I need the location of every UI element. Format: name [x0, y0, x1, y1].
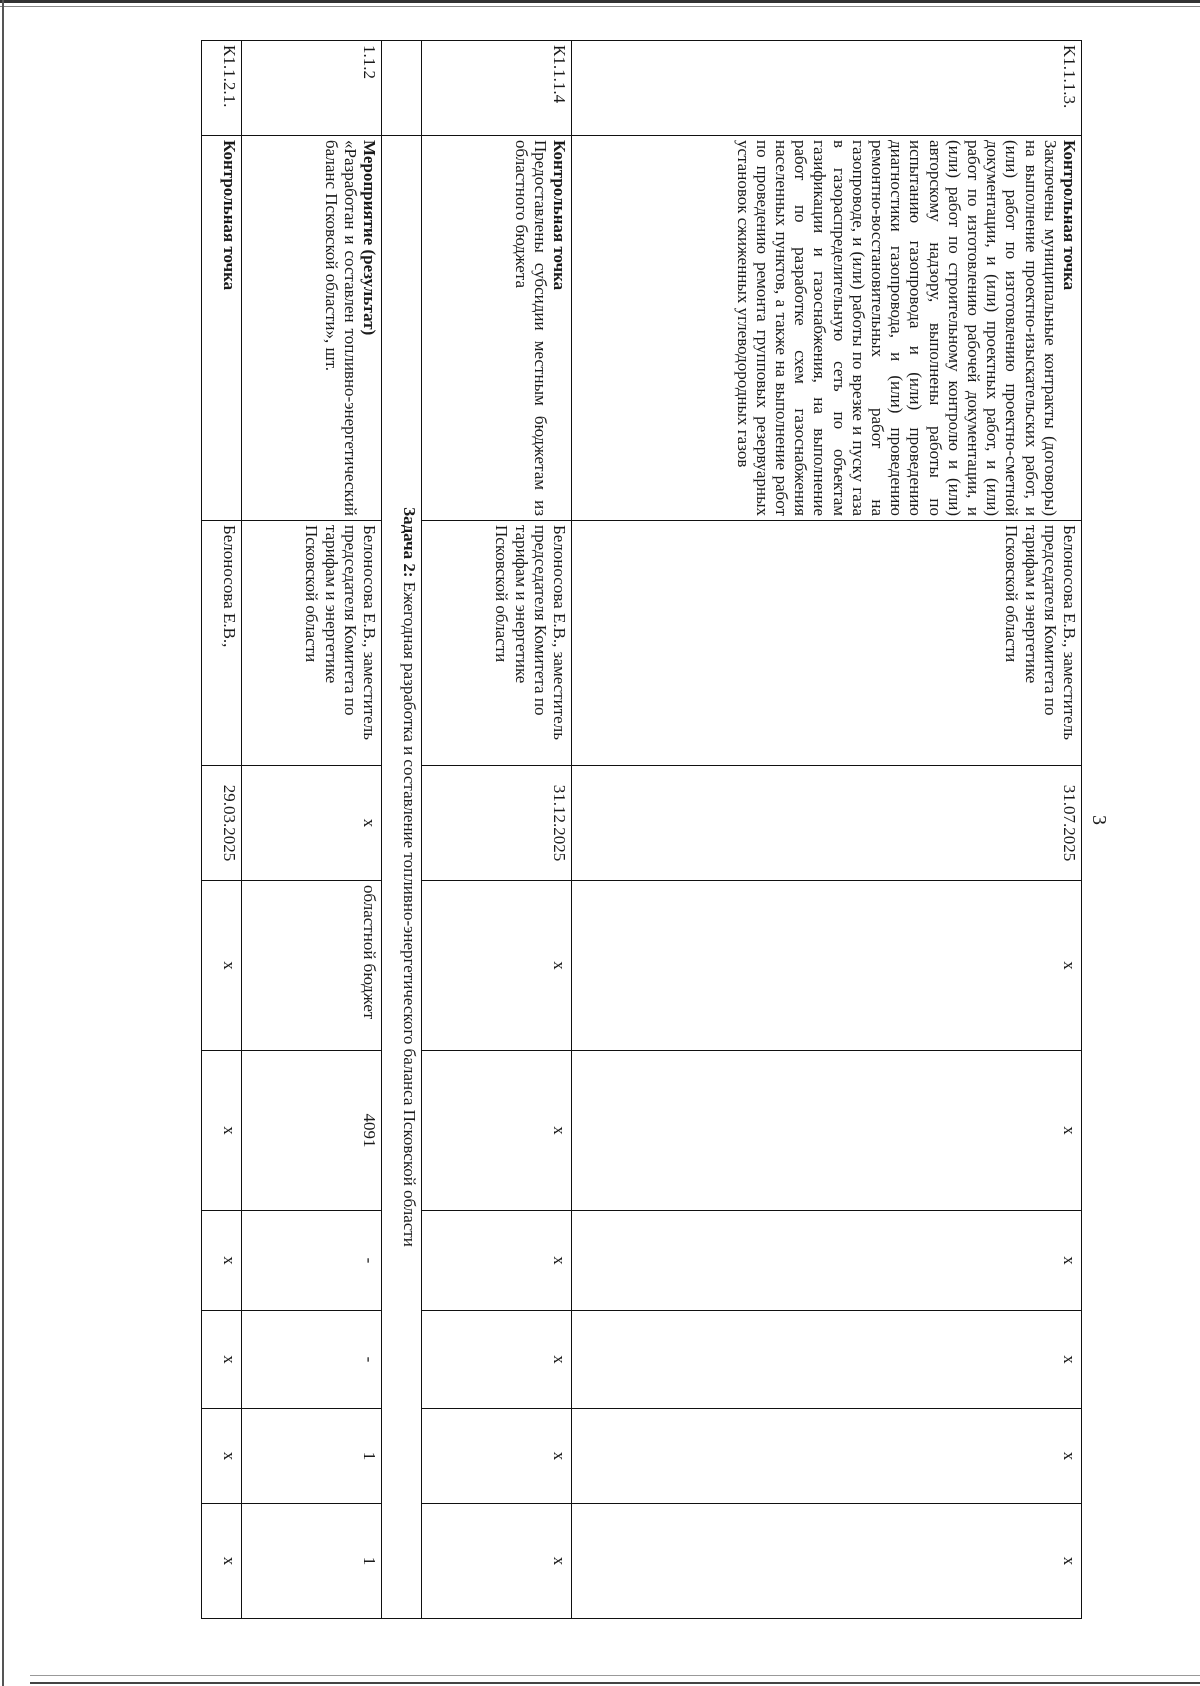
row-text: Заключены муниципальные контракты (договоры) на выполнение проектно-изыскательских работ, и (или) работ по изготовлению проектно-сметной документации, и (или) проектных работ, и (или) работ по изготовлению рабочей документации, и (или) работ по строительному контролю и (или) авторскому надзору, выполнены работы по испытанию газопровода и (или) проведению диагностики газопровода, и (или) проведению ремонтно-восстановительных работ на газопроводе, и (или) работы по врезке и пуску газа в газораспределительную сеть по объектам газификации и газоснабжения, на выполнение работ по разработке схем газоснабжения населенных пунктов, а также на выполнение работ по проведению ремонта групповых резервуарных установок сжиженных углеводородных газов	[733, 140, 1060, 516]
page-number: 3	[1088, 815, 1110, 825]
scan-edge-left	[2, 0, 4, 1686]
row-value-3: x	[422, 1311, 572, 1409]
row-responsible: Белоносова Е.В., заместитель председателя Комитета по тарифам и энергетике Псковской области	[242, 521, 382, 766]
row-description	[572, 136, 1082, 521]
task-cell	[382, 136, 422, 1619]
row-responsible: Белоносова Е.В.,	[202, 521, 242, 766]
row-description	[422, 136, 572, 521]
scan-edge-bottom	[30, 1682, 1200, 1684]
row-value-2: x	[422, 1211, 572, 1311]
row-value-2: x	[202, 1211, 242, 1311]
row-value-5: x	[572, 1504, 1082, 1619]
scan-edge-top	[0, 0, 1200, 3]
row-value-4: x	[422, 1409, 572, 1504]
row-value-4: x	[202, 1409, 242, 1504]
row-id: К1.1.1.4	[422, 41, 572, 136]
row-date: 31.12.2025	[422, 766, 572, 881]
table-row	[422, 41, 572, 1619]
row-value-1: x	[572, 1051, 1082, 1211]
row-responsible: Белоносова Е.В., заместитель председателя Комитета по тарифам и энергетике Псковской области	[422, 521, 572, 766]
scan-edge-top-inner	[0, 6, 1200, 7]
row-value-2: -	[242, 1211, 382, 1311]
row-date: 29.03.2025	[202, 766, 242, 881]
task-text: Ежегодная разработка и составление топливно-энергетического баланса Псковской области	[400, 577, 419, 1247]
rotated-page	[102, 40, 1082, 1618]
row-date: 31.07.2025	[572, 766, 1082, 881]
row-id: 1.1.2	[242, 41, 382, 136]
row-source: областной бюджет	[242, 881, 382, 1051]
row-value-3: -	[242, 1311, 382, 1409]
row-source: x	[572, 881, 1082, 1051]
row-heading: Контрольная точка	[550, 140, 569, 291]
row-value-3: x	[572, 1311, 1082, 1409]
row-responsible: Белоносова Е.В., заместитель председателя Комитета по тарифам и энергетике Псковской области	[572, 521, 1082, 766]
row-value-3: x	[202, 1311, 242, 1409]
table-row	[242, 41, 382, 1619]
row-heading: Контрольная точка	[1060, 140, 1079, 291]
row-value-5: x	[202, 1504, 242, 1619]
row-value-2: x	[572, 1211, 1082, 1311]
row-heading: Мероприятие (результат)	[360, 140, 379, 336]
scan-edge-bottom-inner	[30, 1675, 1200, 1676]
row-source: x	[422, 881, 572, 1051]
table-row	[202, 41, 242, 1619]
row-value-5: x	[422, 1504, 572, 1619]
row-id: K1.1.1.3.	[572, 41, 1082, 136]
task-row	[382, 41, 422, 1619]
task-spacer	[382, 41, 422, 136]
row-value-1: x	[422, 1051, 572, 1211]
row-value-4: x	[572, 1409, 1082, 1504]
plan-table	[201, 40, 1082, 1619]
row-value-1: 4091	[242, 1051, 382, 1211]
task-label: Задача 2:	[400, 507, 419, 578]
row-heading: Контрольная точка	[202, 136, 242, 521]
row-description	[242, 136, 382, 521]
row-id: К1.1.2.1.	[202, 41, 242, 136]
table-row	[572, 41, 1082, 1619]
row-text: «Разработан и составлен топливно-энергетический баланс Псковской области», шт.	[321, 140, 360, 516]
row-value-5: 1	[242, 1504, 382, 1619]
row-value-4: 1	[242, 1409, 382, 1504]
row-date: x	[242, 766, 382, 881]
row-text: Предоставлены субсидии местным бюджетам из областного бюджета	[511, 140, 550, 516]
row-source: x	[202, 881, 242, 1051]
row-value-1: x	[202, 1051, 242, 1211]
